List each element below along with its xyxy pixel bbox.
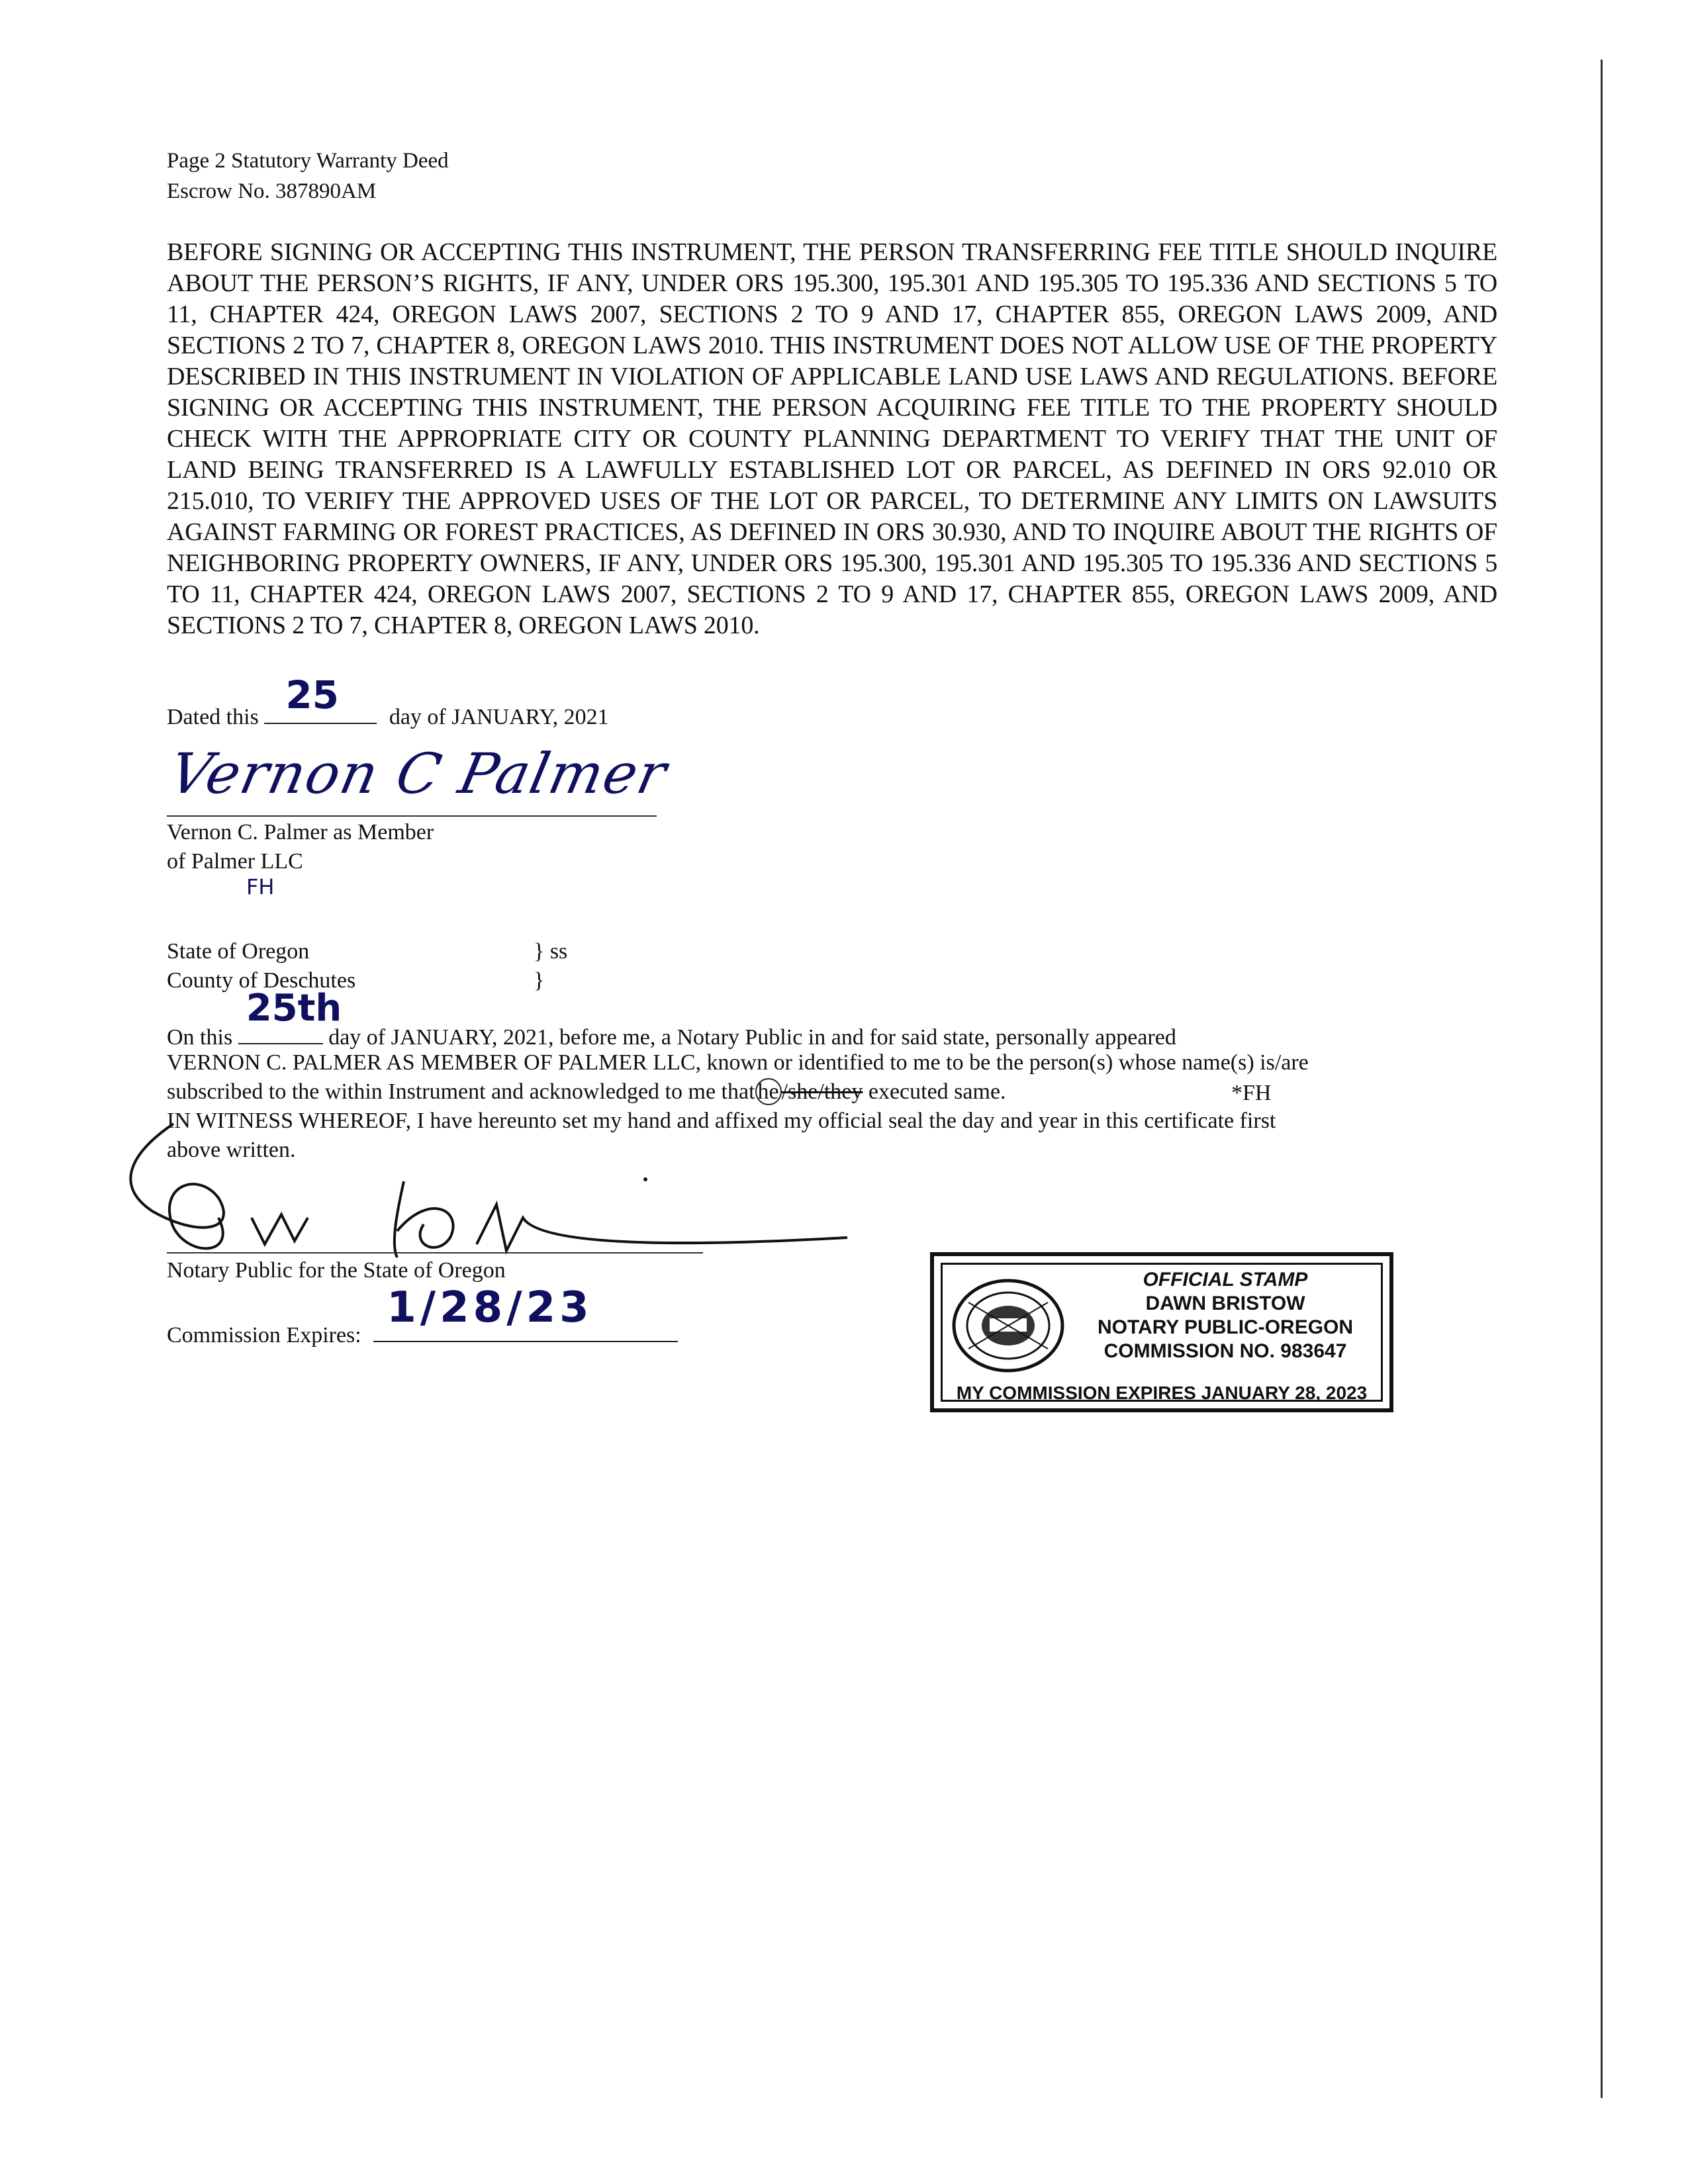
stamp-heading: OFFICIAL STAMP <box>1143 1269 1308 1291</box>
grantor-title-line2: of Palmer LLC <box>167 849 303 874</box>
dated-prefix: Dated this <box>167 705 259 729</box>
ack-pronoun-circled: he <box>755 1078 782 1105</box>
grantor-title-line1: Vernon C. Palmer as Member <box>167 820 434 844</box>
official-notary-stamp <box>930 1252 1393 1412</box>
ack-line2: VERNON C. PALMER AS MEMBER OF PALMER LLC, known or identified to me to be the person(s) whose name(s) is/are <box>167 1050 1309 1075</box>
ack-witness-line2: above written. <box>167 1138 296 1162</box>
grantor-initials: FH <box>246 874 275 899</box>
commission-label: Commission Expires: <box>167 1323 361 1347</box>
commission-blank <box>373 1283 678 1342</box>
notary-label: Notary Public for the State of Oregon <box>167 1258 506 1283</box>
dated-suffix: day of JANUARY, 2021 <box>389 705 609 729</box>
notary-signature-line <box>167 1252 703 1253</box>
venue-ss: } ss <box>534 939 568 964</box>
ack-pronoun-struck: /she/they <box>781 1079 863 1104</box>
ack-on-this: On this <box>167 1025 233 1050</box>
ack-day-handwritten: 25th <box>246 987 342 1030</box>
state-seal-icon <box>949 1276 1068 1375</box>
dated-day-handwritten: 25 <box>285 672 340 717</box>
ack-line1-rest: day of JANUARY, 2021, before me, a Notary Public in and for said state, personally appeared <box>328 1025 1176 1050</box>
ack-line3-b: executed same. <box>868 1079 1006 1104</box>
ack-witness-line: IN WITNESS WHEREOF, I have hereunto set my hand and affixed my official seal the day and year in this certificate first <box>167 1109 1276 1133</box>
statutory-warning-paragraph: BEFORE SIGNING OR ACCEPTING THIS INSTRUMENT, THE PERSON TRANSFERRING FEE TITLE SHOULD INQUIRE ABOUT THE PERSON’S RIGHTS, IF ANY, UNDER ORS 195.300, 195.301 AND 195.305 TO 195.336 AND SECTIONS 5 TO 11, CHAPTER 424, OREGON LAWS 2007, SECTIONS 2 TO 9 AND 17, CHAPTER 855, OREGON LAWS 2009, AND SECTIONS 2 TO 7, CHAPTER 8, OREGON LAWS 2010. THIS INSTRUMENT DOES NOT ALLOW USE OF THE PROPERTY DESCRIBED IN THIS INSTRUMENT IN VIOLATION OF APPLICABLE LAND USE LAWS AND REGULATIONS. BEFORE SIGNING OR ACCEPTING THIS INSTRUMENT, THE PERSON ACQUIRING FEE TITLE TO THE PROPERTY SHOULD CHECK WITH THE APPROPRIATE CITY OR COUNTY PLANNING DEPARTMENT TO VERIFY THAT THE UNIT OF LAND BEING TRANSFERRED IS A LAWFULLY ESTABLISHED LOT OR PARCEL, AS DEFINED IN ORS 92.010 OR 215.010, TO VERIFY THE APPROVED USES OF THE LOT OR PARCEL, TO DETERMINE ANY LIMITS ON LAWSUITS AGAINST FARMING OR FOREST PRACTICES, AS DEFINED IN ORS 30.930, AND TO INQUIRE ABOUT THE RIGHTS OF NEIGHBORING PROPERTY OWNERS, IF ANY, UNDER ORS 195.300, 195.301 AND 195.305 TO 195.336 AND SECTIONS 5 TO 11, CHAPTER 424, OREGON LAWS 2007, SECTIONS 2 TO 9 AND 17, CHAPTER 855, OREGON LAWS 2009, AND SECTIONS 2 TO 7, CHAPTER 8, OREGON LAWS 2010. <box>167 238 1497 639</box>
stamp-commission-number: COMMISSION NO. 983647 <box>1103 1340 1347 1362</box>
stamp-notary-name: DAWN BRISTOW <box>1145 1293 1305 1314</box>
page-title: Page 2 Statutory Warranty Deed <box>167 149 449 173</box>
escrow-number: Escrow No. 387890AM <box>167 179 377 203</box>
stamp-text-block <box>1086 1268 1364 1363</box>
stamp-expiration: MY COMMISSION EXPIRES JANUARY 28, 2023 <box>956 1383 1368 1403</box>
venue-brace: } <box>534 968 545 993</box>
commission-line <box>167 1283 678 1350</box>
stamp-notary-state: NOTARY PUBLIC-OREGON <box>1097 1316 1354 1338</box>
commission-date-handwritten: 1/28/23 <box>387 1283 593 1332</box>
grantor-signature: Vernon C Palmer <box>164 741 673 806</box>
ack-initials-mark: *FH <box>1231 1081 1272 1105</box>
venue-county: County of Deschutes <box>167 968 356 993</box>
venue-state: State of Oregon <box>167 939 310 964</box>
ack-line3-a: subscribed to the within Instrument and acknowledged to me that <box>167 1079 755 1104</box>
